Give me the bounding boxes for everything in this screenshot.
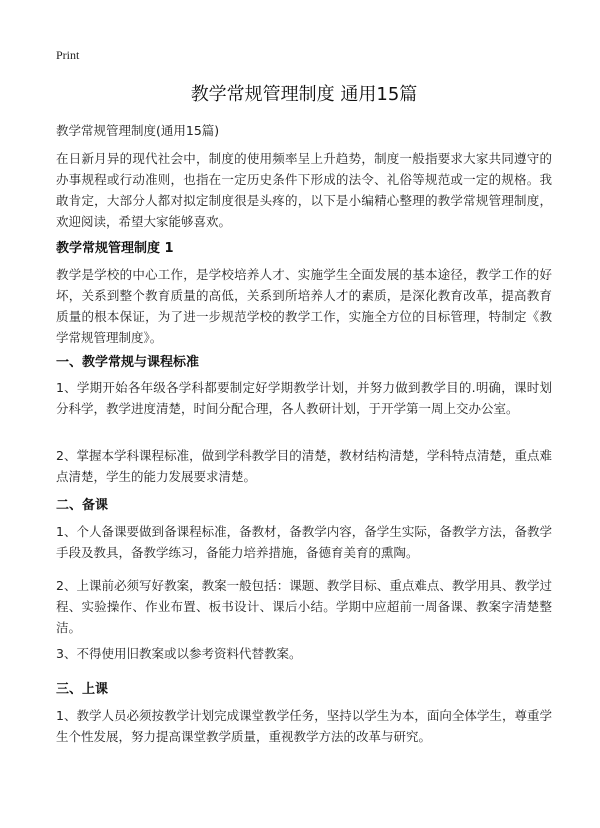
heading-teaching-standards: 一、教学常规与课程标准 — [56, 355, 200, 370]
paragraph-lesson-plan: 2、上课前必须写好教案，教案一般包括：课题、教学目标、重点难点、教学用具、教学过程、实验操作、作业布置、板书设计、课后小结。学期中应超前一周备课、教案字清楚整洁。 — [56, 578, 552, 635]
paragraph-curriculum: 2、掌握本学科课程标准，做到学科教学目的清楚，教材结构清楚，学科特点清楚，重点难点清楚，学生的能力发展要求清楚。 — [56, 448, 552, 484]
paragraph-teaching-tasks: 1、教学人员必须按教学计划完成课堂教学任务，坚持以学生为本，面向全体学生，尊重学生个性发展，努力提高课堂教学质量，重视教学方法的改革与研究。 — [56, 708, 552, 744]
document-subtitle: 教学常规管理制度(通用15篇) — [56, 123, 220, 138]
page-title: 教学常规管理制度 通用15篇 — [190, 84, 418, 105]
intro-paragraph: 在日新月异的现代社会中，制度的使用频率呈上升趋势，制度一般指要求大家共同遵守的办事规程或行动准则，也指在一定历史条件下形成的法令、礼俗等规范或一定的规格。我敢肯定，大部分人都对拟定制度很是头疼的，以下是小编精心整理的教学常规管理制度，欢迎阅读，希望大家能够喜欢。 — [56, 151, 552, 229]
print-link[interactable]: Print — [56, 48, 80, 62]
section-heading-1: 教学常规管理制度 1 — [56, 241, 174, 256]
section-1-paragraph: 教学是学校的中心工作，是学校培养人才、实施学生全面发展的基本途径，教学工作的好坏，关系到整个教育质量的高低，关系到所培养人才的素质，是深化教育改革，提高教育质量的根本保证，为了进一步规范学校的教学工作，实施全方位的目标管理，特制定《教学常规管理制度》。 — [56, 267, 552, 345]
paragraph-no-old-plans: 3、不得使用旧教案或以参考资料代替教案。 — [56, 646, 302, 661]
heading-class: 三、上课 — [56, 682, 109, 697]
paragraph-individual-prep: 1、个人备课要做到备课程标准，备教材，备教学内容，备学生实际，备教学方法，备教学手段及教具，备教学练习，备能力培养措施，备德育美育的熏陶。 — [56, 524, 552, 560]
heading-lesson-prep: 二、备课 — [56, 498, 109, 513]
paragraph-plan: 1、学期开始各年级各学科都要制定好学期教学计划，并努力做到教学目的.明确，课时划分科学，教学进度清楚，时间分配合理，各人教研计划，于开学第一周上交办公室。 — [56, 380, 552, 416]
